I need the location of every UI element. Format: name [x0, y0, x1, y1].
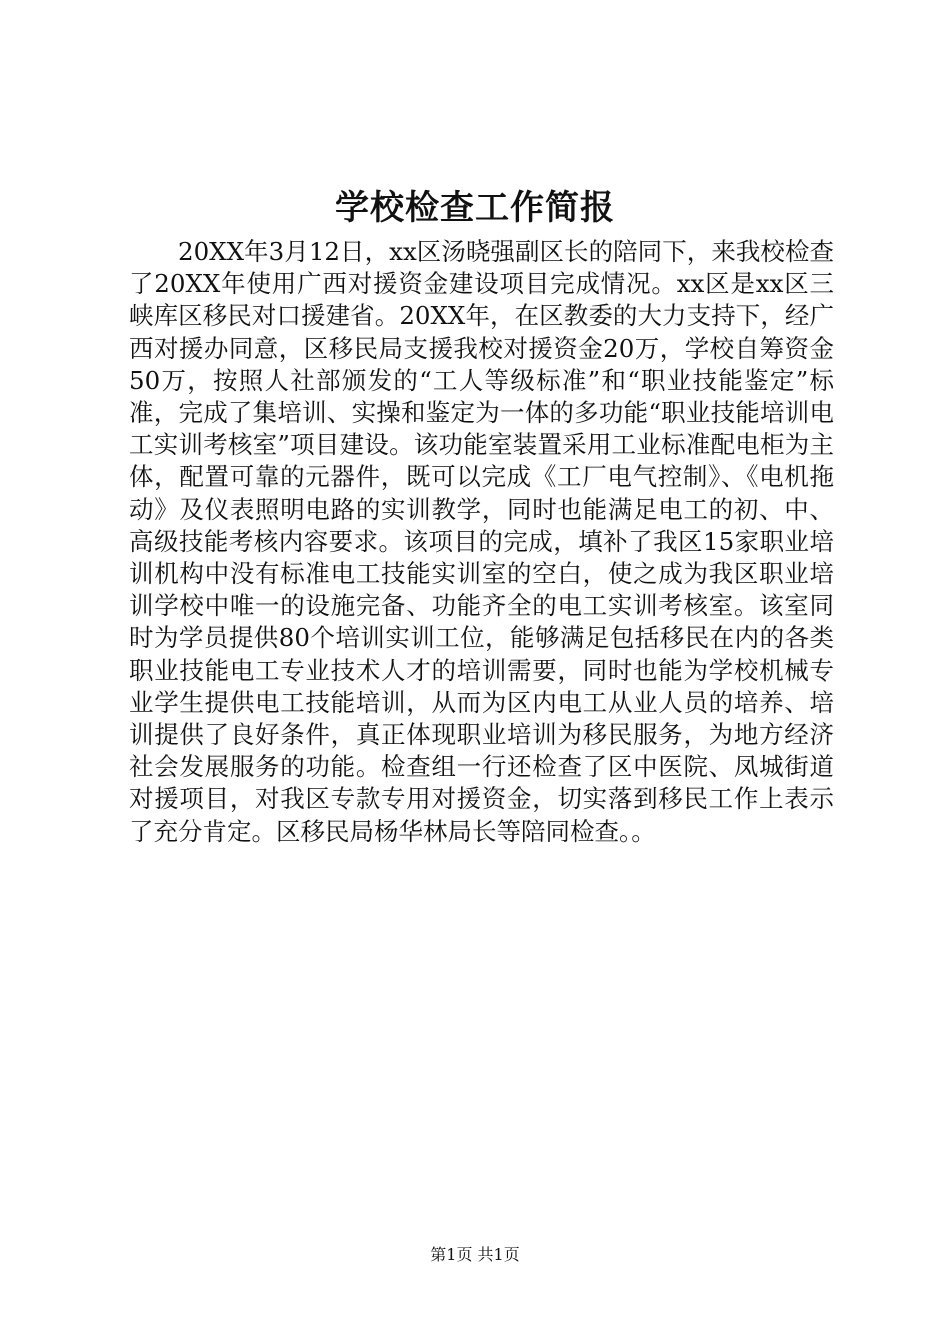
page-number-footer: 第1页 共1页 [430, 1245, 520, 1264]
document-body-paragraph: 20XX年3月12日，xx区汤晓强副区长的陪同下，来我校检查了20XX年使用广西对援资金建设项目完成情况。xx区是xx区三峡库区移民对口援建省。20XX年，在区教委的大力支持下，经广西对援办同意，区移民局支援我校对援资金20万，学校自筹资金50万，按照人社部颁发的“工人等级标准”和“职业技能鉴定”标准，完成了集培训、实操和鉴定为一体的多功能“职业技能培训电工实训考核室”项目建设。该功能室装置采用工业标准配电柜为主体，配置可靠的元器件，既可以完成《工厂电气控制》、《电机拖动》及仪表照明电路的实训教学，同时也能满足电工的初、中、高级技能考核内容要求。该项目的完成，填补了我区15家职业培训机构中没有标准电工技能实训室的空白，使之成为我区职业培训学校中唯一的设施完备、功能齐全的电工实训考核室。该室同时为学员提供80个培训实训工位，能够满足包括移民在内的各类职业技能电工专业技术人才的培训需要，同时也能为学校机械专业学生提供电工技能培训，从而为区内电工从业人员的培养、培训提供了良好条件，真正体现职业培训为移民服务，为地方经济社会发展服务的功能。检查组一行还检查了区中医院、凤城街道对援项目，对我区专款专用对援资金，切实落到移民工作上表示了充分肯定。区移民局杨华林局长等陪同检查。。 [129, 237, 834, 846]
document-title: 学校检查工作简报 [335, 188, 615, 228]
